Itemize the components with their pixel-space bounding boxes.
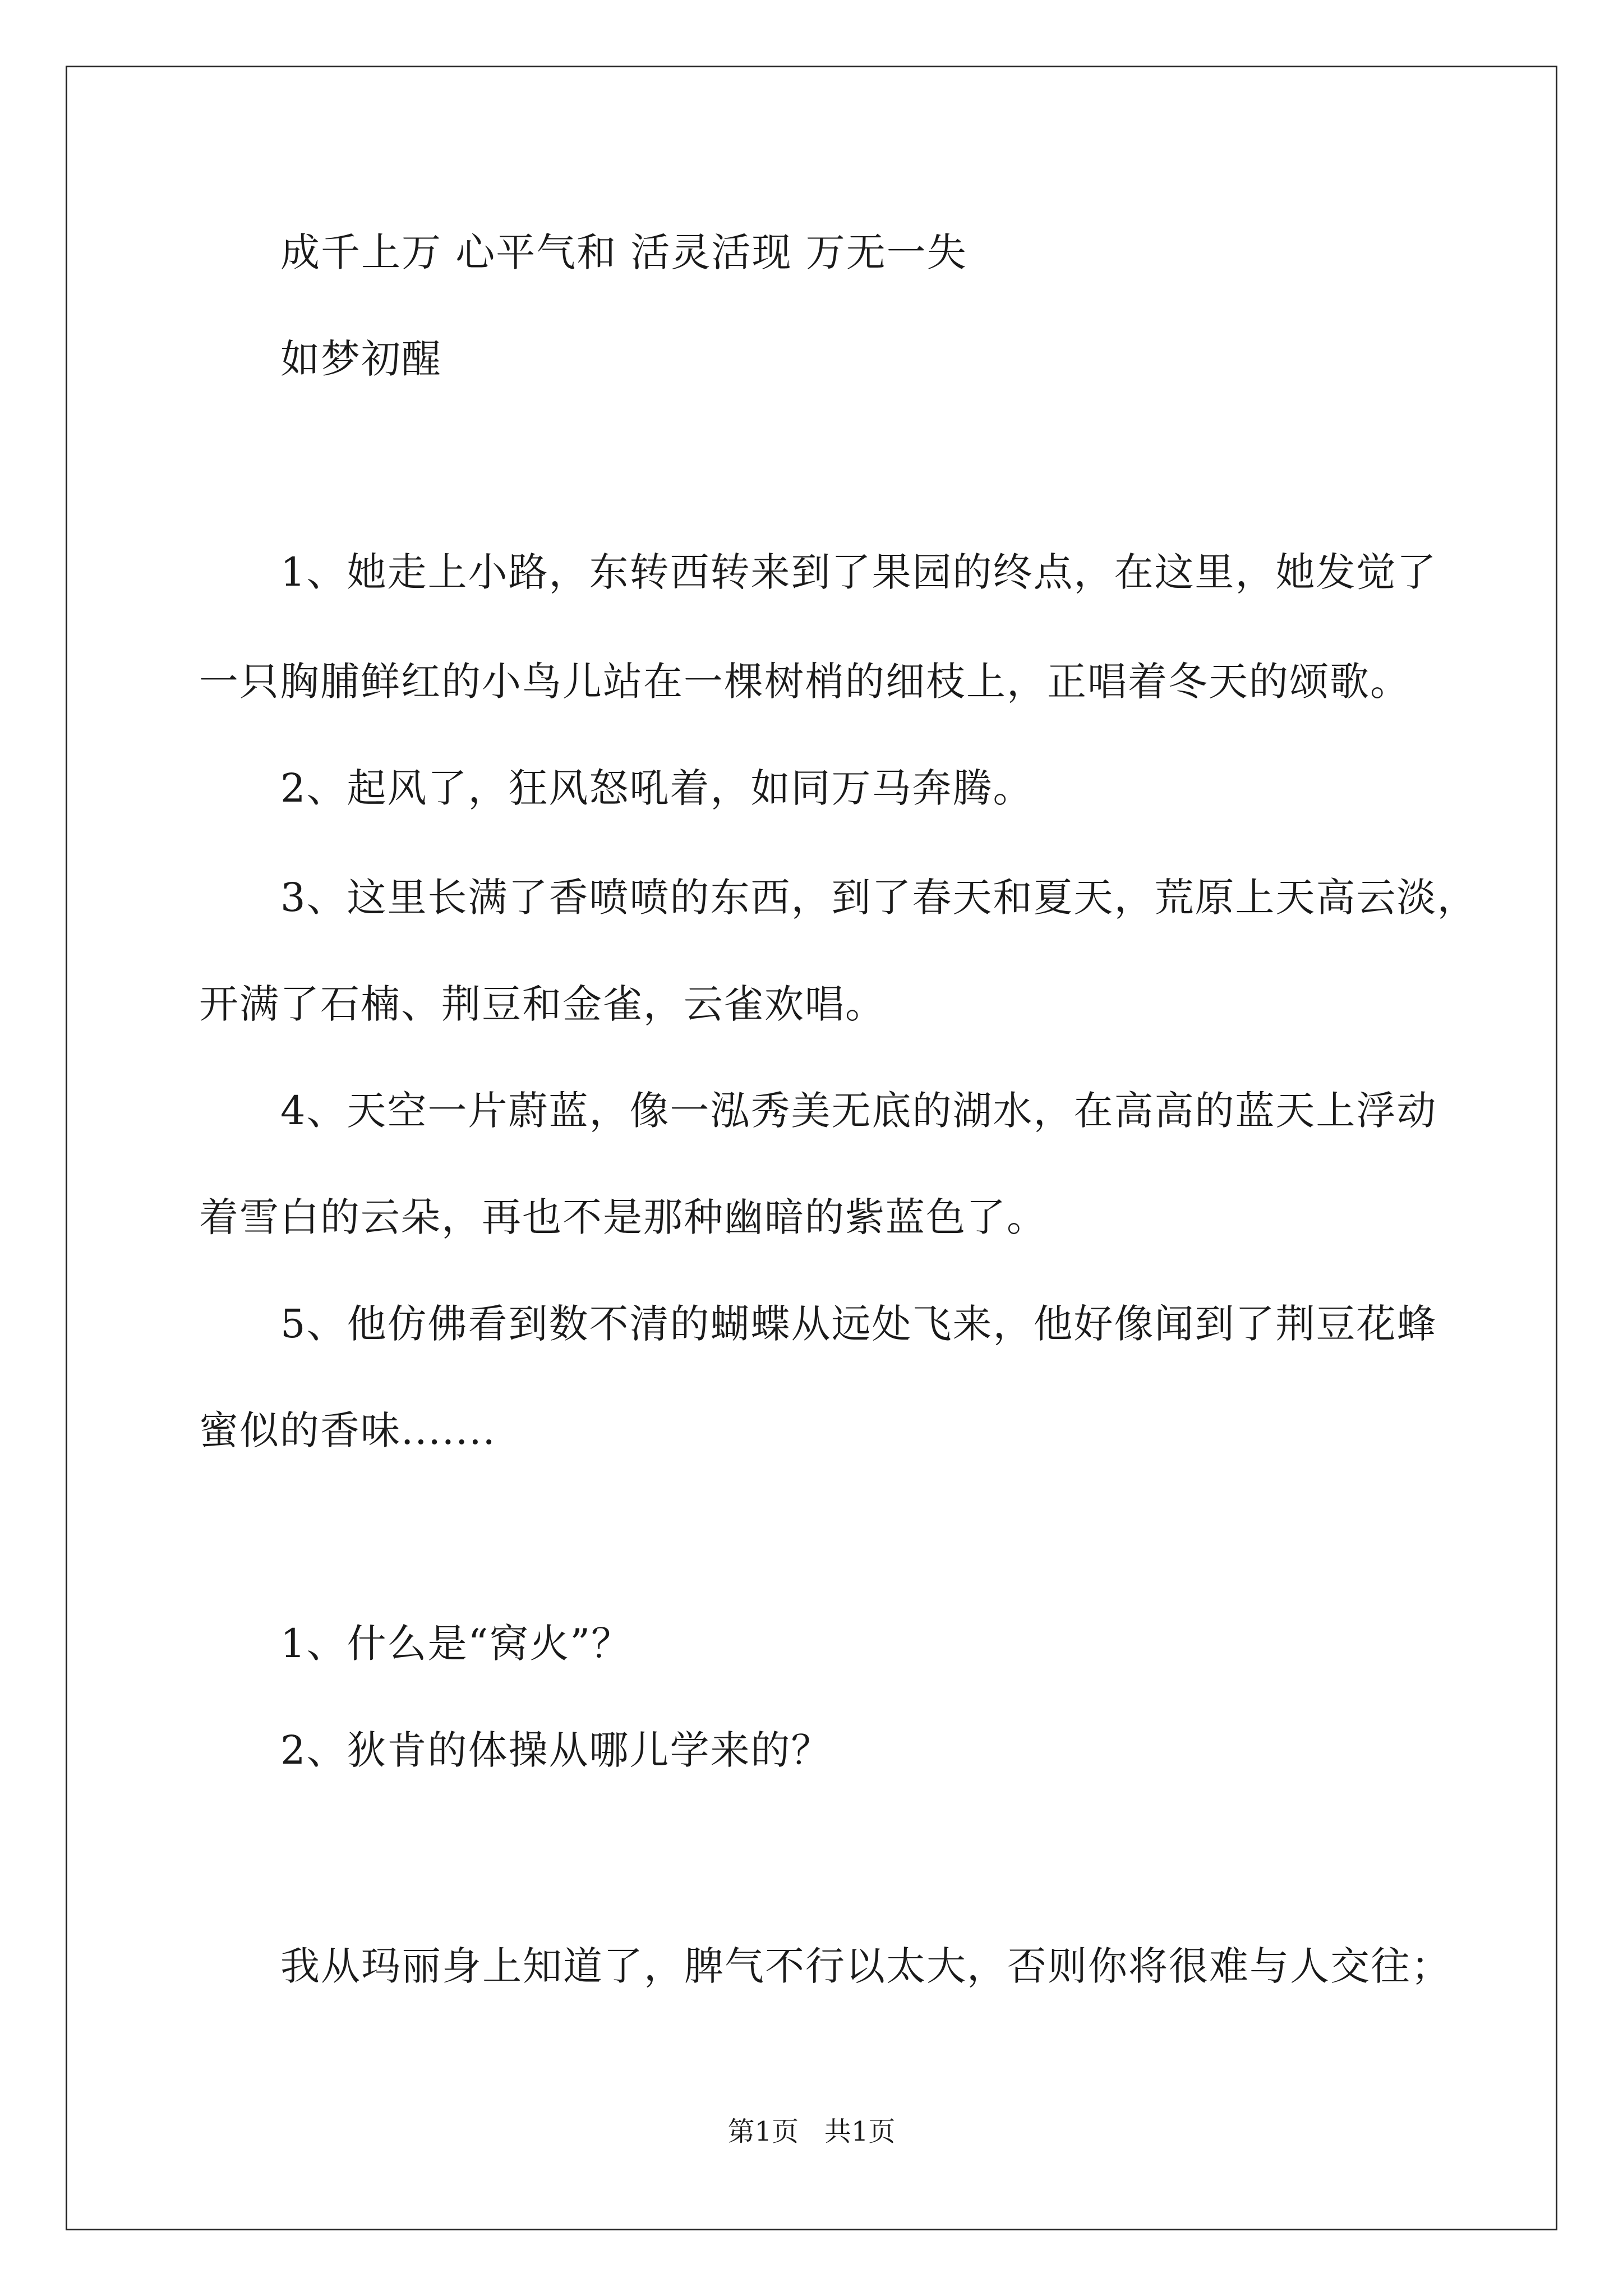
sentence-3-line-1: 3、这里长满了香喷喷的东西，到了春天和夏天，荒原上天高云淡， — [280, 875, 1478, 921]
question-2: 2、狄肯的体操从哪儿学来的？ — [280, 1727, 832, 1773]
page-footer: 第1页 共1页 — [727, 2116, 896, 2147]
sentence-4-line-1: 4、天空一片蔚蓝，像一泓秀美无底的湖水，在高高的蓝天上浮动 — [280, 1088, 1437, 1134]
reflection-line: 我从玛丽身上知道了，脾气不行以太大，否则你将很难与人交往； — [280, 1943, 1451, 1989]
page-border — [66, 66, 1557, 2230]
sentence-3-line-2: 开满了石楠、荆豆和金雀，云雀欢唱。 — [199, 981, 886, 1027]
vocab-words-line: 成千上万 心平气和 活灵活现 万无一失 — [280, 229, 967, 275]
sentence-1-line-1: 1、她走上小路，东转西转来到了果园的终点，在这里，她发觉了 — [280, 549, 1437, 595]
vocab-word-extra: 如梦初醒 — [280, 336, 442, 382]
sentence-5-line-1: 5、他仿佛看到数不清的蝴蝶从远处飞来，他好像闻到了荆豆花蜂 — [280, 1301, 1437, 1347]
question-1: 1、什么是“窝火”？ — [280, 1621, 632, 1667]
sentence-5-line-2: 蜜似的香味....... — [199, 1407, 496, 1453]
sentence-1-line-2: 一只胸脯鲜红的小鸟儿站在一棵树梢的细枝上，正唱着冬天的颂歌。 — [199, 659, 1410, 705]
sentence-2-line-1: 2、起风了，狂风怒吼着，如同万马奔腾。 — [280, 765, 1034, 811]
sentence-4-line-2: 着雪白的云朵，再也不是那种幽暗的紫蓝色了。 — [199, 1194, 1047, 1240]
